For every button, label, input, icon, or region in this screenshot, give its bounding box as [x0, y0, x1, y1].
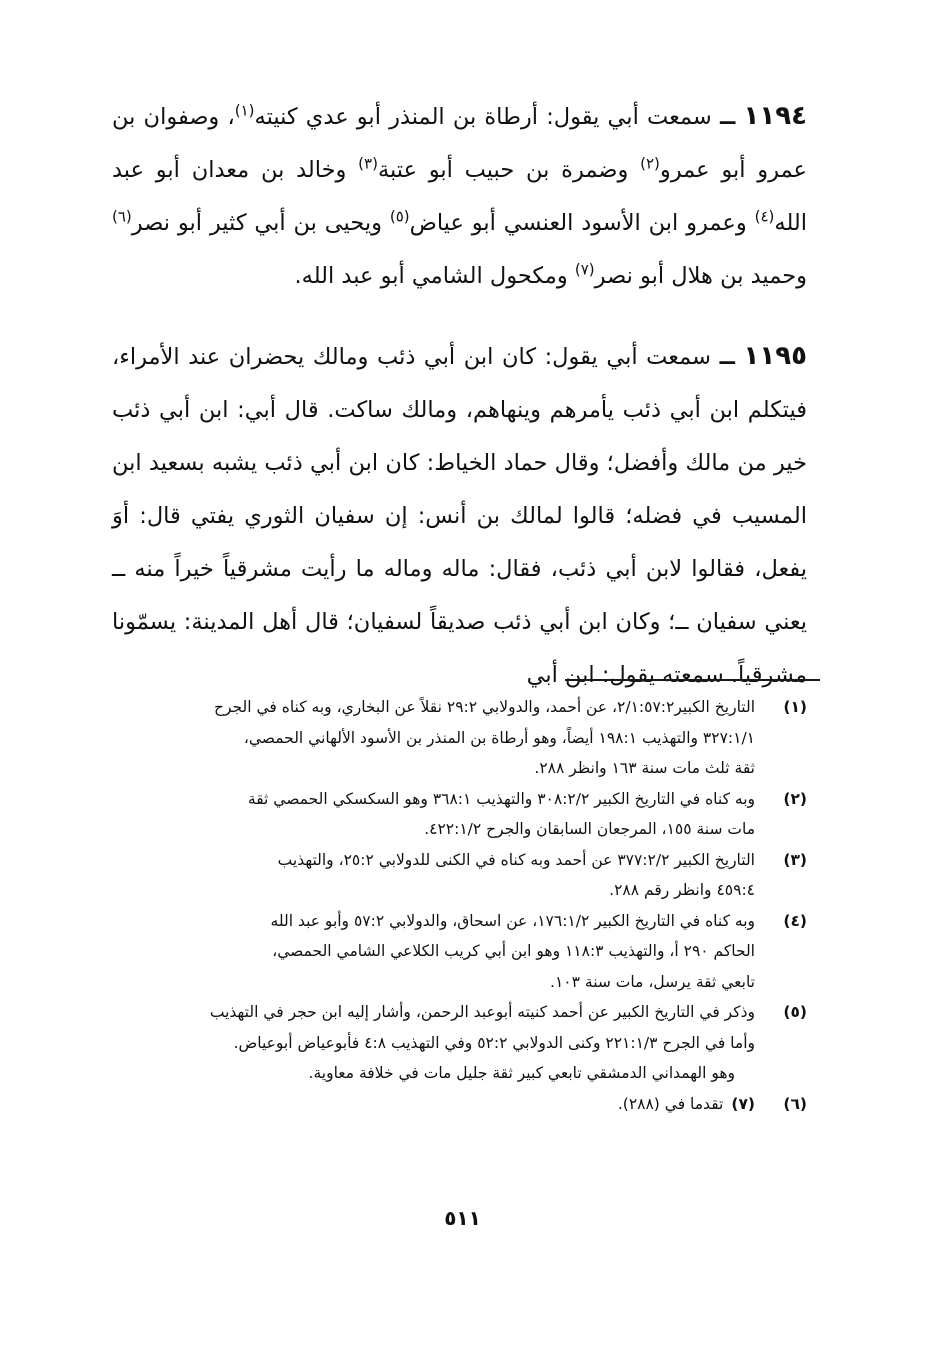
entry-dash: ــ: [719, 104, 736, 130]
entry-1194: [112, 90, 807, 303]
footnotes-section: [112, 692, 807, 1119]
entry-number: ١١٩٤: [743, 101, 807, 131]
footnote-reference: (٥): [389, 207, 410, 226]
entry-number: ١١٩٥: [743, 341, 807, 371]
footnote-1: [112, 692, 807, 784]
footnote-reference: (٤): [754, 207, 775, 226]
footnote-number: (٧): [731, 1094, 755, 1113]
footnote-reference: (٦): [112, 207, 132, 226]
footnote-6-7: [112, 1089, 807, 1120]
footnote-line: ثقة ثلث مات سنة ١٦٣ وانظر ٢٨٨.: [534, 759, 755, 777]
footnote-body: [112, 997, 755, 1089]
footnote-number: (٤): [783, 911, 807, 930]
footnote-4: [112, 906, 807, 998]
footnote-body: [112, 784, 755, 845]
footnote-reference: (٣): [358, 154, 378, 173]
footnote-line: وهو الهمداني الدمشقي تابعي كبير ثقة جليل مات في خلافة معاوية.: [308, 1064, 735, 1082]
footnote-line: وبه كناه في التاريخ الكبير ١٧٦:١/٢، عن اسحاق، والدولابي ٥٧:٢ وأبو عبد الله: [270, 911, 755, 930]
footnote-line: التاريخ الكبير٢/١:٥٧:٢، عن أحمد، والدولابي ٢٩:٢ نقلاً عن البخاري، وبه كناه في الجرح: [213, 698, 755, 716]
footnote-line: ٤٥٩:٤ وانظر رقم ٢٨٨.: [609, 881, 755, 899]
footnote-line: وأما في الجرح ٢٢١:١/٣ وكنى الدولابي ٥٢:٢ وفي التهذيب ٤:٨ فأبوعياض أبوعياض.: [233, 1033, 755, 1052]
footnote-text: تقدما في (٢٨٨).: [617, 1094, 724, 1113]
entry-dash: ــ: [719, 344, 735, 370]
footnote-3: [112, 845, 807, 906]
entry-text-segment: ، وصفوان بن عمرو أبو عمرو: [112, 104, 807, 183]
footnote-line: وبه كناه في التاريخ الكبير ٣٠٨:٢/٢ والتهذيب ٣٦٨:١ وهو السكسكي الحمصي ثقة: [247, 789, 755, 808]
entry-text-segment: وخالد بن معدان أبو عبد الله: [112, 157, 807, 236]
footnote-separator: [565, 679, 820, 681]
footnote-line: وذكر في التاريخ الكبير عن أحمد كنيته أبوعبد الرحمن، وأشار إليه ابن حجر في التهذيب: [209, 1003, 755, 1021]
footnote-reference: (١): [234, 101, 255, 120]
entry-text-segment: وعمرو ابن الأسود العنسي أبو عياض: [409, 210, 755, 236]
footnote-line: تابعي ثقة يرسل، مات سنة ١٠٣.: [550, 972, 755, 991]
entry-text-segment: ويحيى بن أبي كثير أبو نصر: [131, 210, 390, 236]
footnote-line: مات سنة ١٥٥، المرجعان السابقان والجرح ٤٢٢:١/٢.: [424, 820, 755, 838]
entry-text-segment: وضمرة بن حبيب أبو عتبة: [377, 157, 641, 183]
footnote-body: [112, 845, 755, 906]
footnote-body: [112, 906, 755, 998]
footnote-line: [112, 1089, 755, 1120]
entry-1195: [112, 330, 807, 702]
footnote-number: (٣): [783, 850, 807, 869]
footnote-body: [112, 1089, 755, 1120]
footnote-reference: (٧): [574, 260, 595, 279]
footnote-number: (٦): [783, 1094, 807, 1113]
footnote-line: الحاكم ٢٩٠ أ، والتهذيب ١١٨:٣ وهو ابن أبي كريب الكلاعي الشامي الحمصي،: [272, 942, 755, 960]
footnote-line: ٣٢٧:١/١ والتهذيب ١٩٨:١ أيضاً، وهو أرطاة بن المنذر بن الأسود الألهاني الحمصي،: [243, 728, 755, 747]
footnote-reference: (٢): [640, 154, 660, 173]
entry-text-segment: وحميد بن هلال أبو نصر: [594, 263, 807, 289]
footnote-body: [112, 692, 755, 784]
page-number: ٥١١: [444, 1206, 481, 1230]
footnote-number: (٥): [783, 1003, 807, 1021]
footnote-number: (٢): [783, 789, 807, 808]
entry-text-segment: ومكحول الشامي أبو عبد الله.: [294, 263, 575, 289]
entry-text: سمعت أبي يقول: كان ابن أبي ذئب ومالك يحضران عند الأمراء، فيتكلم ابن أبي ذئب يأمرهم وينهاهم، ومالك ساكت. قال أبي: ابن أبي ذئب خير من مالك وأفضل؛ وقال حماد الخياط: كان ابن أبي ذئب يشبه بسعيد ابن المسيب في فضله؛ قالوا لمالك بن أنس: إن سفيان الثوري يفتي قال: أوَ يفعل، فقالوا لابن أبي ذئب، فقال: ماله وماله ما رأيت مشرقياً خيراً منه ــ يعني سفيان ــ؛ وكان ابن أبي ذئب صديقاً لسفيان؛ قال أهل المدينة: يسمّونا مشرقياً. سمعته يقول: ابن أبي: [112, 344, 807, 688]
footnote-line: التاريخ الكبير ٣٧٧:٢/٢ عن أحمد وبه كناه في الكنى للدولابي ٢٥:٢، والتهذيب: [277, 850, 755, 869]
footnote-number: (١): [783, 698, 807, 716]
footnote-2: [112, 784, 807, 845]
entry-text-segment: سمعت أبي يقول: أرطاة بن المنذر أبو عدي كنيته: [254, 104, 712, 130]
footnote-5: [112, 997, 807, 1089]
